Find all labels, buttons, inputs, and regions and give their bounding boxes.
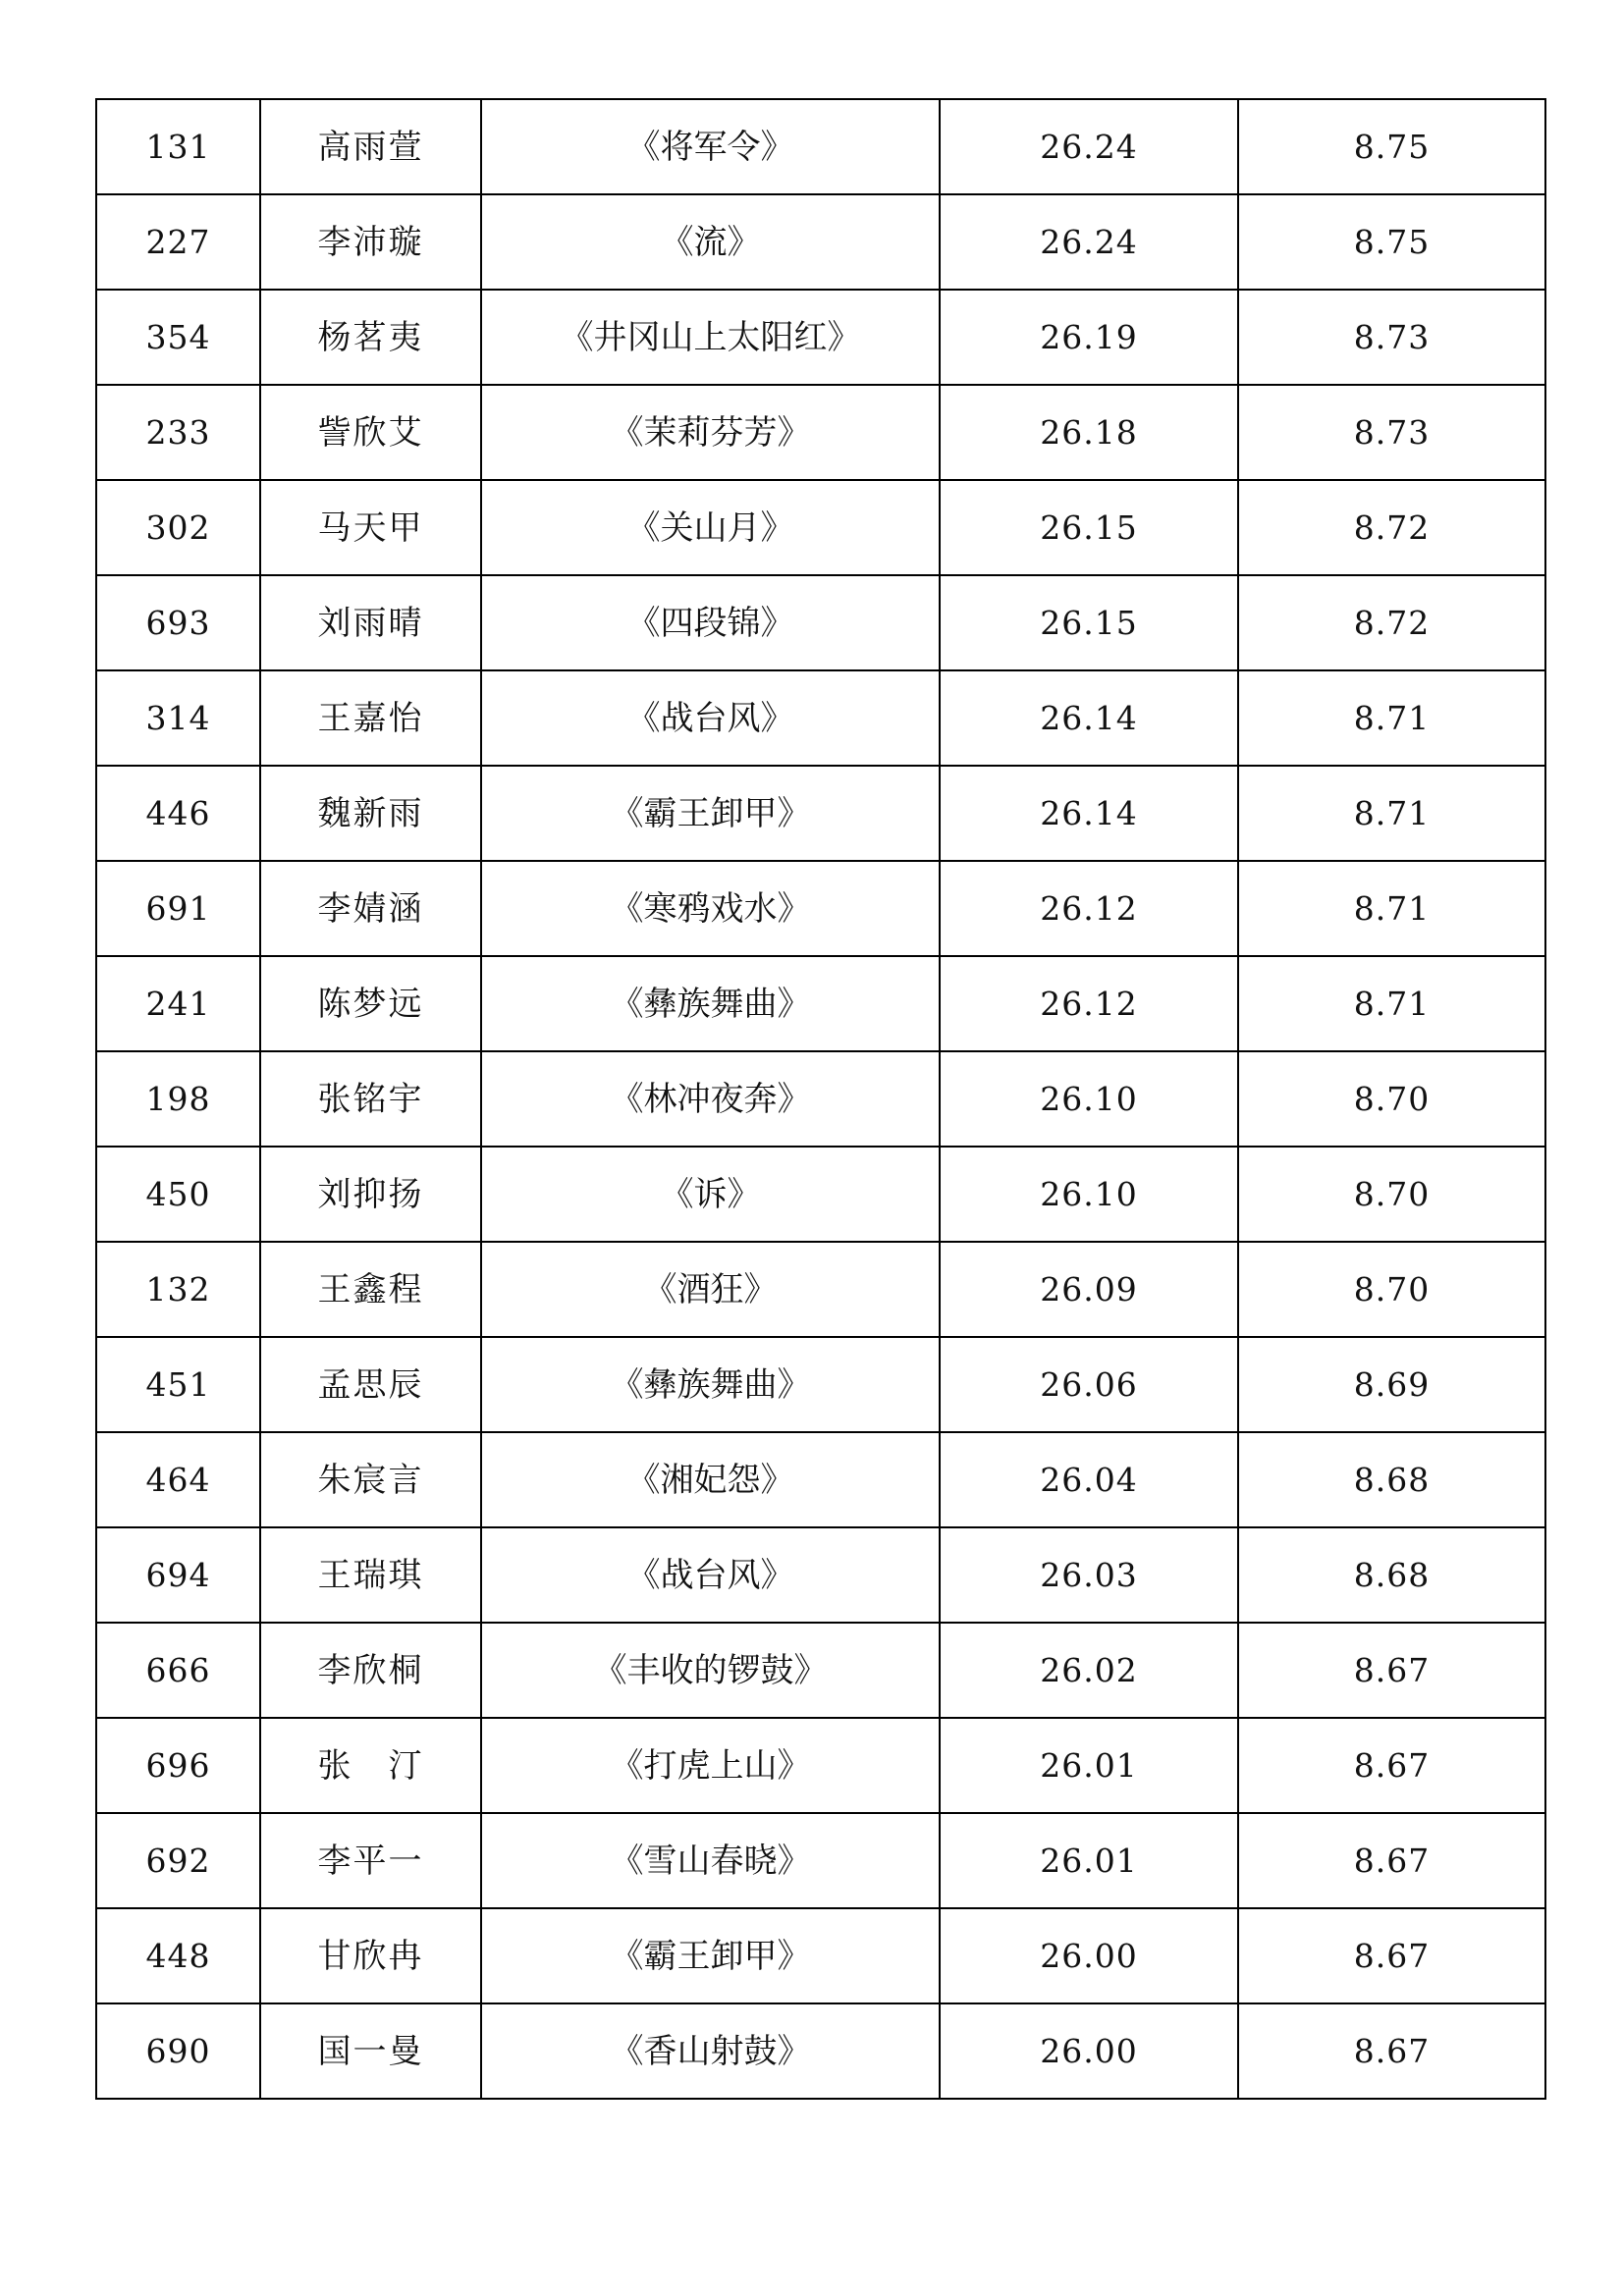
piece-title-cell: 《茉莉芬芳》 (481, 385, 940, 480)
entry-number-cell: 692 (96, 1813, 260, 1908)
piece-title-cell: 《井冈山上太阳红》 (481, 290, 940, 385)
total-score-cell: 26.04 (940, 1432, 1238, 1527)
average-score-cell: 8.73 (1238, 290, 1545, 385)
performer-name-cell: 李平一 (260, 1813, 481, 1908)
piece-title-cell: 《流》 (481, 194, 940, 290)
performer-name-cell: 刘雨晴 (260, 575, 481, 670)
entry-number-cell: 227 (96, 194, 260, 290)
piece-title-cell: 《诉》 (481, 1147, 940, 1242)
entry-number-cell: 302 (96, 480, 260, 575)
average-score-cell: 8.71 (1238, 956, 1545, 1051)
entry-number-cell: 198 (96, 1051, 260, 1147)
total-score-cell: 26.06 (940, 1337, 1238, 1432)
entry-number-cell: 690 (96, 2003, 260, 2099)
performer-name-cell: 孟思辰 (260, 1337, 481, 1432)
table-row (96, 766, 1545, 861)
average-score-cell: 8.70 (1238, 1051, 1545, 1147)
total-score-cell: 26.19 (940, 290, 1238, 385)
average-score-cell: 8.75 (1238, 194, 1545, 290)
performer-name-cell: 张 汀 (260, 1718, 481, 1813)
table-row (96, 1147, 1545, 1242)
performer-name-cell: 张铭宇 (260, 1051, 481, 1147)
table-row (96, 99, 1545, 194)
entry-number-cell: 696 (96, 1718, 260, 1813)
entry-number-cell: 450 (96, 1147, 260, 1242)
total-score-cell: 26.01 (940, 1813, 1238, 1908)
piece-title-cell: 《战台风》 (481, 670, 940, 766)
table-row (96, 194, 1545, 290)
total-score-cell: 26.14 (940, 766, 1238, 861)
piece-title-cell: 《霸王卸甲》 (481, 766, 940, 861)
table-row (96, 290, 1545, 385)
average-score-cell: 8.70 (1238, 1242, 1545, 1337)
total-score-cell: 26.15 (940, 575, 1238, 670)
piece-title-cell: 《打虎上山》 (481, 1718, 940, 1813)
total-score-cell: 26.12 (940, 956, 1238, 1051)
table-row (96, 1527, 1545, 1623)
table-row (96, 575, 1545, 670)
average-score-cell: 8.75 (1238, 99, 1545, 194)
performer-name-cell: 朱宸言 (260, 1432, 481, 1527)
entry-number-cell: 233 (96, 385, 260, 480)
piece-title-cell: 《寒鸦戏水》 (481, 861, 940, 956)
total-score-cell: 26.09 (940, 1242, 1238, 1337)
table-row (96, 956, 1545, 1051)
average-score-cell: 8.67 (1238, 1623, 1545, 1718)
performer-name-cell: 杨茗夷 (260, 290, 481, 385)
performer-name-cell: 訾欣艾 (260, 385, 481, 480)
table-row (96, 1718, 1545, 1813)
total-score-cell: 26.14 (940, 670, 1238, 766)
performer-name-cell: 甘欣冉 (260, 1908, 481, 2003)
entry-number-cell: 691 (96, 861, 260, 956)
piece-title-cell: 《酒狂》 (481, 1242, 940, 1337)
table-row (96, 1051, 1545, 1147)
performer-name-cell: 王嘉怡 (260, 670, 481, 766)
table-row (96, 670, 1545, 766)
entry-number-cell: 314 (96, 670, 260, 766)
average-score-cell: 8.72 (1238, 480, 1545, 575)
performer-name-cell: 高雨萱 (260, 99, 481, 194)
total-score-cell: 26.03 (940, 1527, 1238, 1623)
average-score-cell: 8.69 (1238, 1337, 1545, 1432)
average-score-cell: 8.71 (1238, 861, 1545, 956)
entry-number-cell: 446 (96, 766, 260, 861)
performer-name-cell: 李婧涵 (260, 861, 481, 956)
results-table-body (96, 99, 1545, 2099)
table-row (96, 1623, 1545, 1718)
entry-number-cell: 241 (96, 956, 260, 1051)
table-row (96, 1908, 1545, 2003)
table-row (96, 861, 1545, 956)
total-score-cell: 26.00 (940, 1908, 1238, 2003)
performer-name-cell: 国一曼 (260, 2003, 481, 2099)
entry-number-cell: 694 (96, 1527, 260, 1623)
entry-number-cell: 451 (96, 1337, 260, 1432)
piece-title-cell: 《林冲夜奔》 (481, 1051, 940, 1147)
performer-name-cell: 李欣桐 (260, 1623, 481, 1718)
total-score-cell: 26.00 (940, 2003, 1238, 2099)
average-score-cell: 8.67 (1238, 1813, 1545, 1908)
average-score-cell: 8.68 (1238, 1432, 1545, 1527)
total-score-cell: 26.15 (940, 480, 1238, 575)
table-row (96, 1813, 1545, 1908)
average-score-cell: 8.73 (1238, 385, 1545, 480)
performer-name-cell: 刘抑扬 (260, 1147, 481, 1242)
piece-title-cell: 《战台风》 (481, 1527, 940, 1623)
entry-number-cell: 666 (96, 1623, 260, 1718)
table-row (96, 2003, 1545, 2099)
average-score-cell: 8.71 (1238, 670, 1545, 766)
total-score-cell: 26.18 (940, 385, 1238, 480)
performer-name-cell: 魏新雨 (260, 766, 481, 861)
piece-title-cell: 《香山射鼓》 (481, 2003, 940, 2099)
piece-title-cell: 《丰收的锣鼓》 (481, 1623, 940, 1718)
total-score-cell: 26.24 (940, 99, 1238, 194)
table-row (96, 1242, 1545, 1337)
entry-number-cell: 693 (96, 575, 260, 670)
average-score-cell: 8.70 (1238, 1147, 1545, 1242)
results-table (95, 98, 1546, 2100)
piece-title-cell: 《霸王卸甲》 (481, 1908, 940, 2003)
average-score-cell: 8.67 (1238, 1718, 1545, 1813)
average-score-cell: 8.72 (1238, 575, 1545, 670)
piece-title-cell: 《四段锦》 (481, 575, 940, 670)
table-row (96, 1432, 1545, 1527)
average-score-cell: 8.67 (1238, 1908, 1545, 2003)
table-row (96, 1337, 1545, 1432)
total-score-cell: 26.10 (940, 1147, 1238, 1242)
entry-number-cell: 354 (96, 290, 260, 385)
performer-name-cell: 马天甲 (260, 480, 481, 575)
piece-title-cell: 《雪山春晓》 (481, 1813, 940, 1908)
performer-name-cell: 王鑫程 (260, 1242, 481, 1337)
piece-title-cell: 《将军令》 (481, 99, 940, 194)
average-score-cell: 8.67 (1238, 2003, 1545, 2099)
average-score-cell: 8.68 (1238, 1527, 1545, 1623)
piece-title-cell: 《关山月》 (481, 480, 940, 575)
average-score-cell: 8.71 (1238, 766, 1545, 861)
performer-name-cell: 王瑞琪 (260, 1527, 481, 1623)
total-score-cell: 26.02 (940, 1623, 1238, 1718)
total-score-cell: 26.01 (940, 1718, 1238, 1813)
entry-number-cell: 132 (96, 1242, 260, 1337)
piece-title-cell: 《湘妃怨》 (481, 1432, 940, 1527)
piece-title-cell: 《彝族舞曲》 (481, 1337, 940, 1432)
table-row (96, 385, 1545, 480)
table-row (96, 480, 1545, 575)
total-score-cell: 26.10 (940, 1051, 1238, 1147)
entry-number-cell: 131 (96, 99, 260, 194)
piece-title-cell: 《彝族舞曲》 (481, 956, 940, 1051)
total-score-cell: 26.12 (940, 861, 1238, 956)
performer-name-cell: 李沛璇 (260, 194, 481, 290)
performer-name-cell: 陈梦远 (260, 956, 481, 1051)
total-score-cell: 26.24 (940, 194, 1238, 290)
entry-number-cell: 464 (96, 1432, 260, 1527)
entry-number-cell: 448 (96, 1908, 260, 2003)
